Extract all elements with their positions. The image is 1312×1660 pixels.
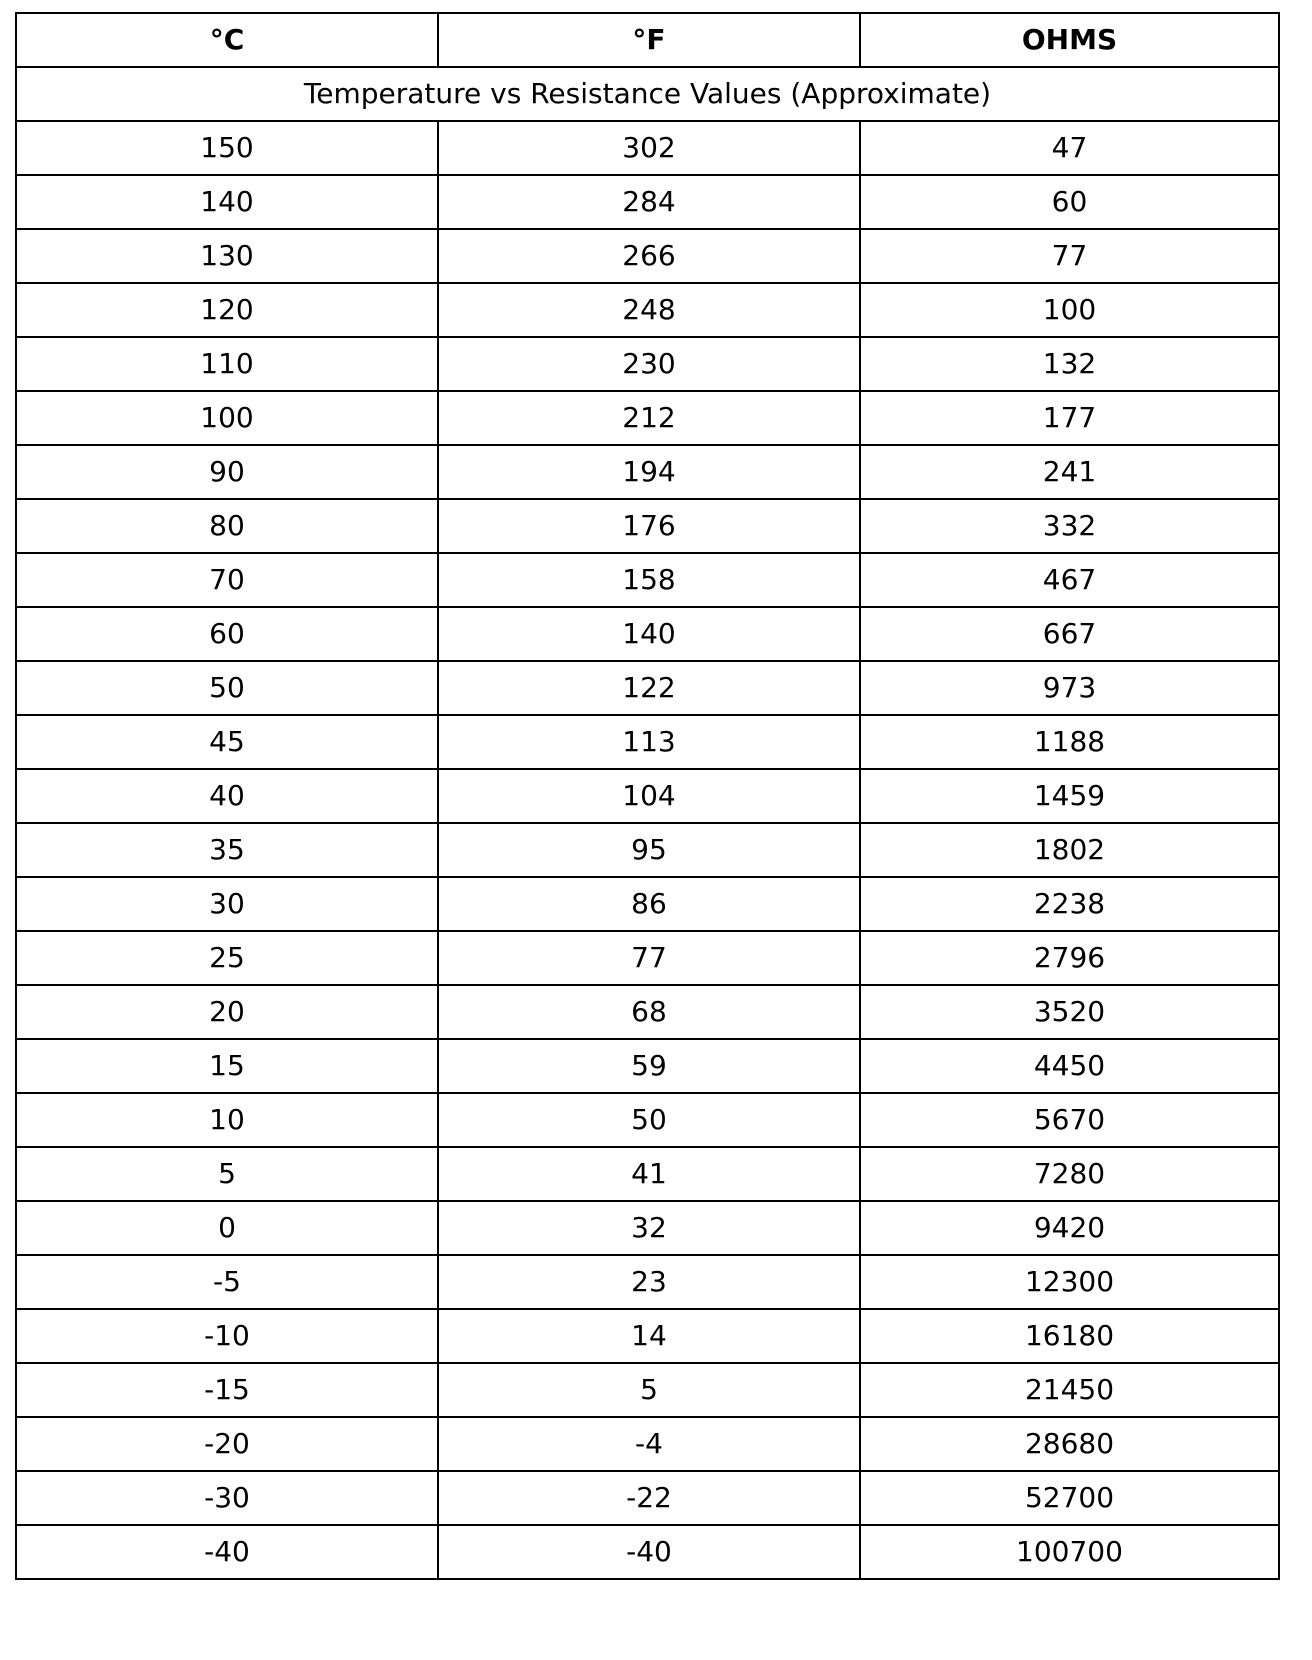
cell-celsius: 20 bbox=[16, 985, 438, 1039]
cell-ohms: 177 bbox=[860, 391, 1279, 445]
cell-celsius: 150 bbox=[16, 121, 438, 175]
table-row bbox=[16, 1147, 1279, 1201]
table-row bbox=[16, 769, 1279, 823]
cell-ohms: 973 bbox=[860, 661, 1279, 715]
cell-ohms: 77 bbox=[860, 229, 1279, 283]
cell-celsius: 10 bbox=[16, 1093, 438, 1147]
table-row bbox=[16, 877, 1279, 931]
cell-celsius: 80 bbox=[16, 499, 438, 553]
table-row bbox=[16, 661, 1279, 715]
cell-fahrenheit: 32 bbox=[438, 1201, 860, 1255]
cell-fahrenheit: 5 bbox=[438, 1363, 860, 1417]
cell-celsius: 5 bbox=[16, 1147, 438, 1201]
cell-fahrenheit: 212 bbox=[438, 391, 860, 445]
header-row bbox=[16, 13, 1279, 67]
temperature-resistance-table bbox=[15, 12, 1280, 1580]
cell-ohms: 667 bbox=[860, 607, 1279, 661]
cell-ohms: 100 bbox=[860, 283, 1279, 337]
cell-ohms: 332 bbox=[860, 499, 1279, 553]
table-header bbox=[16, 13, 1279, 67]
cell-fahrenheit: 95 bbox=[438, 823, 860, 877]
table-row bbox=[16, 823, 1279, 877]
table-row bbox=[16, 607, 1279, 661]
cell-fahrenheit: 86 bbox=[438, 877, 860, 931]
cell-fahrenheit: 140 bbox=[438, 607, 860, 661]
cell-celsius: 90 bbox=[16, 445, 438, 499]
cell-celsius: 130 bbox=[16, 229, 438, 283]
cell-celsius: -20 bbox=[16, 1417, 438, 1471]
cell-ohms: 12300 bbox=[860, 1255, 1279, 1309]
table-body bbox=[16, 67, 1279, 1579]
cell-celsius: 70 bbox=[16, 553, 438, 607]
cell-fahrenheit: 122 bbox=[438, 661, 860, 715]
cell-celsius: 30 bbox=[16, 877, 438, 931]
cell-ohms: 241 bbox=[860, 445, 1279, 499]
cell-ohms: 52700 bbox=[860, 1471, 1279, 1525]
table-row bbox=[16, 337, 1279, 391]
cell-celsius: 35 bbox=[16, 823, 438, 877]
cell-celsius: 15 bbox=[16, 1039, 438, 1093]
cell-ohms: 2796 bbox=[860, 931, 1279, 985]
cell-celsius: 50 bbox=[16, 661, 438, 715]
cell-fahrenheit: 248 bbox=[438, 283, 860, 337]
cell-fahrenheit: 284 bbox=[438, 175, 860, 229]
table-row bbox=[16, 1255, 1279, 1309]
table-row bbox=[16, 1039, 1279, 1093]
cell-fahrenheit: 113 bbox=[438, 715, 860, 769]
cell-celsius: 0 bbox=[16, 1201, 438, 1255]
header-ohms: OHMS bbox=[860, 13, 1279, 67]
table-row bbox=[16, 985, 1279, 1039]
cell-celsius: 60 bbox=[16, 607, 438, 661]
table-row bbox=[16, 229, 1279, 283]
cell-ohms: 100700 bbox=[860, 1525, 1279, 1579]
cell-fahrenheit: 176 bbox=[438, 499, 860, 553]
cell-celsius: -40 bbox=[16, 1525, 438, 1579]
cell-celsius: 100 bbox=[16, 391, 438, 445]
cell-ohms: 5670 bbox=[860, 1093, 1279, 1147]
cell-celsius: 25 bbox=[16, 931, 438, 985]
cell-ohms: 60 bbox=[860, 175, 1279, 229]
table-row bbox=[16, 1525, 1279, 1579]
cell-ohms: 28680 bbox=[860, 1417, 1279, 1471]
cell-fahrenheit: 23 bbox=[438, 1255, 860, 1309]
table-row bbox=[16, 553, 1279, 607]
cell-ohms: 1802 bbox=[860, 823, 1279, 877]
cell-ohms: 3520 bbox=[860, 985, 1279, 1039]
cell-celsius: 40 bbox=[16, 769, 438, 823]
cell-celsius: -15 bbox=[16, 1363, 438, 1417]
caption-row bbox=[16, 67, 1279, 121]
cell-fahrenheit: 77 bbox=[438, 931, 860, 985]
header-celsius: °C bbox=[16, 13, 438, 67]
cell-celsius: 45 bbox=[16, 715, 438, 769]
cell-celsius: -5 bbox=[16, 1255, 438, 1309]
table-row bbox=[16, 499, 1279, 553]
cell-fahrenheit: -4 bbox=[438, 1417, 860, 1471]
table-row bbox=[16, 391, 1279, 445]
table-caption: Temperature vs Resistance Values (Approximate) bbox=[16, 67, 1279, 121]
cell-celsius: 110 bbox=[16, 337, 438, 391]
cell-fahrenheit: 59 bbox=[438, 1039, 860, 1093]
cell-celsius: -10 bbox=[16, 1309, 438, 1363]
cell-celsius: -30 bbox=[16, 1471, 438, 1525]
table-row bbox=[16, 931, 1279, 985]
cell-ohms: 7280 bbox=[860, 1147, 1279, 1201]
header-fahrenheit: °F bbox=[438, 13, 860, 67]
cell-fahrenheit: 194 bbox=[438, 445, 860, 499]
cell-ohms: 4450 bbox=[860, 1039, 1279, 1093]
table-row bbox=[16, 445, 1279, 499]
cell-ohms: 9420 bbox=[860, 1201, 1279, 1255]
cell-ohms: 16180 bbox=[860, 1309, 1279, 1363]
table-row bbox=[16, 1093, 1279, 1147]
table-row bbox=[16, 1471, 1279, 1525]
cell-fahrenheit: 266 bbox=[438, 229, 860, 283]
table-row bbox=[16, 175, 1279, 229]
cell-ohms: 1459 bbox=[860, 769, 1279, 823]
cell-fahrenheit: -40 bbox=[438, 1525, 860, 1579]
cell-ohms: 1188 bbox=[860, 715, 1279, 769]
cell-ohms: 21450 bbox=[860, 1363, 1279, 1417]
table-row bbox=[16, 283, 1279, 337]
cell-fahrenheit: 158 bbox=[438, 553, 860, 607]
table-row bbox=[16, 1201, 1279, 1255]
cell-fahrenheit: 104 bbox=[438, 769, 860, 823]
table-row bbox=[16, 121, 1279, 175]
cell-celsius: 140 bbox=[16, 175, 438, 229]
table-row bbox=[16, 1417, 1279, 1471]
cell-ohms: 2238 bbox=[860, 877, 1279, 931]
cell-celsius: 120 bbox=[16, 283, 438, 337]
cell-fahrenheit: 50 bbox=[438, 1093, 860, 1147]
table-row bbox=[16, 715, 1279, 769]
cell-fahrenheit: 41 bbox=[438, 1147, 860, 1201]
cell-ohms: 467 bbox=[860, 553, 1279, 607]
cell-ohms: 132 bbox=[860, 337, 1279, 391]
cell-fahrenheit: 14 bbox=[438, 1309, 860, 1363]
table-row bbox=[16, 1363, 1279, 1417]
cell-fahrenheit: 68 bbox=[438, 985, 860, 1039]
cell-fahrenheit: 302 bbox=[438, 121, 860, 175]
cell-ohms: 47 bbox=[860, 121, 1279, 175]
cell-fahrenheit: 230 bbox=[438, 337, 860, 391]
cell-fahrenheit: -22 bbox=[438, 1471, 860, 1525]
table-row bbox=[16, 1309, 1279, 1363]
